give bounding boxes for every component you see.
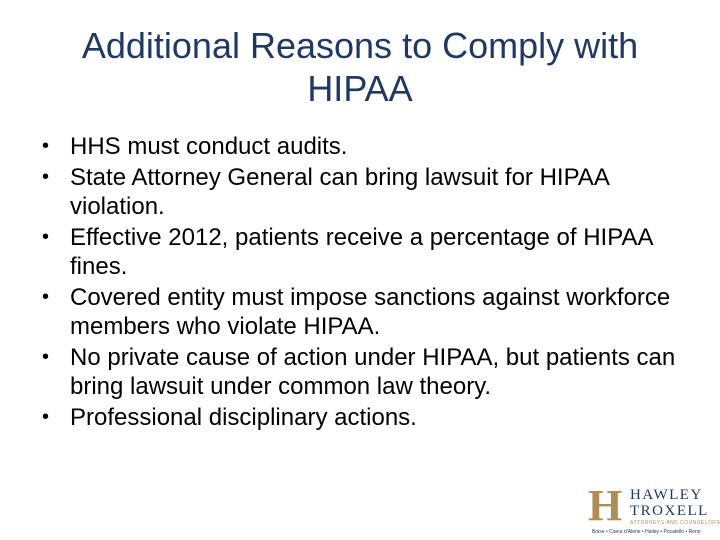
logo-subtitle: ATTORNEYS AND COUNSELORS	[630, 520, 720, 526]
bullet-marker: •	[42, 346, 50, 368]
bullet-list	[42, 132, 682, 434]
bullet-marker: •	[42, 135, 50, 157]
bullet-item	[42, 403, 682, 432]
logo-word-troxell: TROXELL	[630, 503, 709, 519]
bullet-marker: •	[42, 286, 50, 308]
logo-monogram: H	[588, 481, 623, 530]
hawley-troxell-logo	[584, 481, 720, 536]
bullet-item	[42, 343, 682, 401]
bullet-text: HHS must conduct audits.	[70, 133, 348, 160]
logo-word-hawley: HAWLEY	[630, 487, 703, 503]
slide-title-line-2: HIPAA	[307, 68, 413, 109]
bullet-text: Covered entity must impose sanctions against workforce members who violate HIPAA.	[70, 284, 671, 340]
bullet-text: No private cause of action under HIPAA, but patients can bring lawsuit under common law theory.	[70, 344, 676, 400]
bullet-marker: •	[42, 406, 50, 428]
bullet-item	[42, 283, 682, 341]
bullet-item	[42, 132, 682, 161]
bullet-marker: •	[42, 226, 50, 248]
bullet-item	[42, 223, 682, 281]
bullet-text: State Attorney General can bring lawsuit for HIPAA violation.	[70, 164, 609, 220]
slide-title	[36, 24, 684, 110]
bullet-text: Effective 2012, patients receive a percentage of HIPAA fines.	[70, 224, 653, 280]
bullet-marker: •	[42, 166, 50, 188]
slide-title-line-1: Additional Reasons to Comply with	[81, 25, 639, 66]
bullet-item	[42, 163, 682, 221]
bullet-text: Professional disciplinary actions.	[70, 404, 417, 431]
logo-tagline: Boise • Coeur d'Alene • Hailey • Pocatello • Reno	[592, 529, 701, 535]
